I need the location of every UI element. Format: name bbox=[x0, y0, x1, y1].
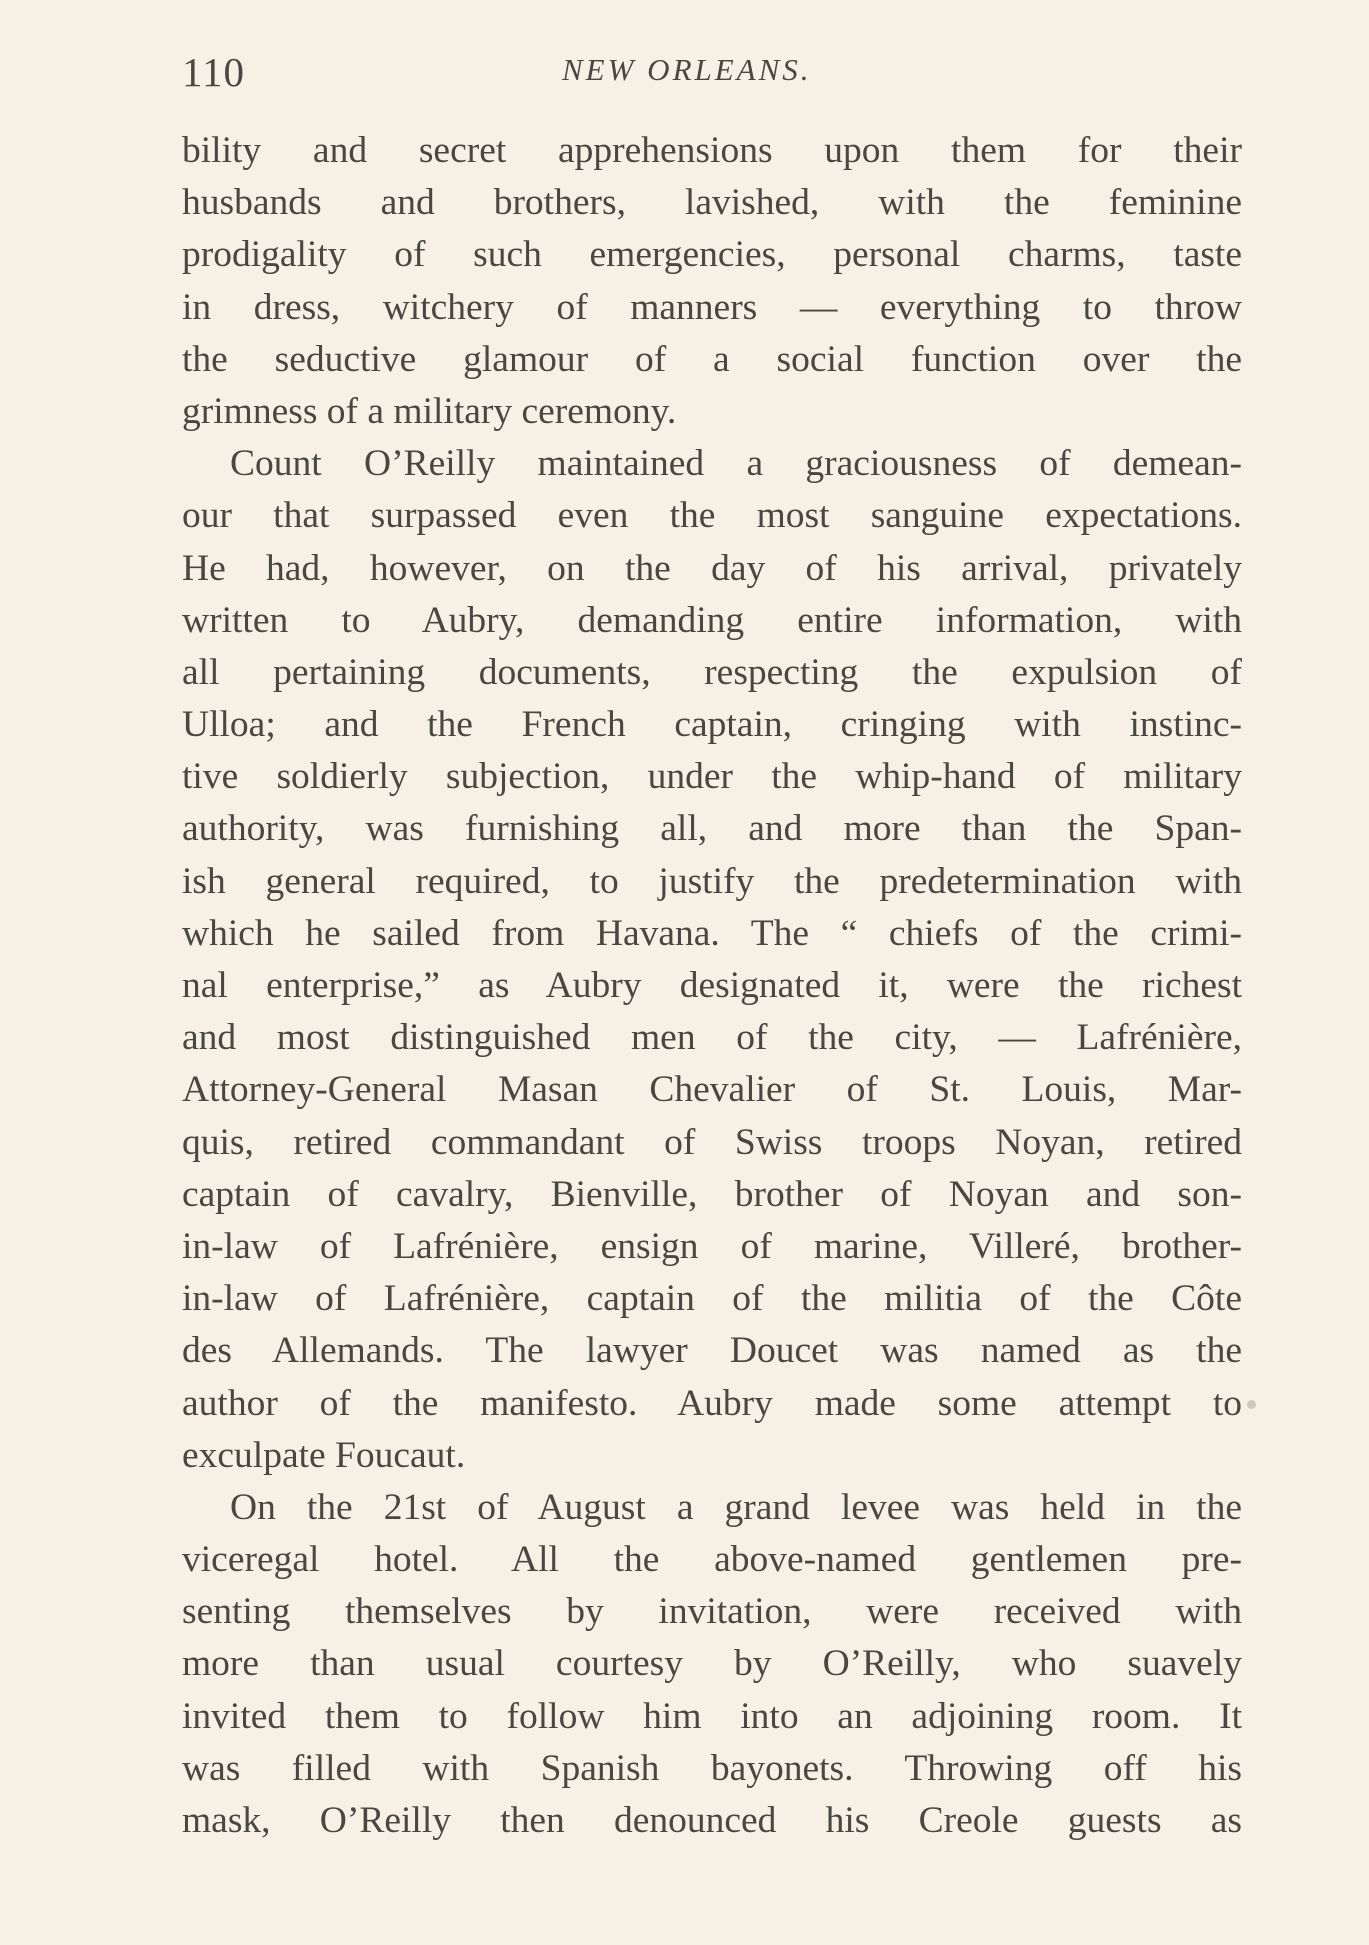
running-title: NEW ORLEANS. bbox=[562, 52, 812, 87]
text-line: exculpate Foucaut. bbox=[182, 1434, 466, 1476]
running-head bbox=[182, 48, 1242, 100]
text-line: was filled with Spanish bayonets. Throwing off his bbox=[182, 1747, 1242, 1789]
text-line: He had, however, on the day of his arrival, privately bbox=[182, 547, 1242, 589]
text-line: authority, was furnishing all, and more than the Span- bbox=[182, 808, 1242, 850]
text-line: our that surpassed even the most sanguine expectations. bbox=[182, 495, 1242, 537]
paper-speck bbox=[1247, 1400, 1256, 1409]
text-line: tive soldierly subjection, under the whip-hand of military bbox=[182, 756, 1242, 798]
body-text bbox=[182, 125, 1242, 1847]
text-line: quis, retired commandant of Swiss troops Noyan, retired bbox=[182, 1121, 1242, 1163]
paragraph bbox=[182, 1482, 1242, 1847]
text-line: in-law of Lafrénière, ensign of marine, Villeré, brother- bbox=[182, 1225, 1242, 1267]
text-line: senting themselves by invitation, were received with bbox=[182, 1591, 1242, 1633]
text-line: bility and secret apprehensions upon them for their bbox=[182, 130, 1242, 171]
paragraph bbox=[182, 125, 1242, 438]
text-line: On the 21st of August a grand levee was held in the bbox=[230, 1486, 1242, 1528]
text-line: all pertaining documents, respecting the expulsion of bbox=[182, 651, 1242, 693]
text-line: nal enterprise,” as Aubry designated it, were the richest bbox=[182, 965, 1242, 1006]
text-line: captain of cavalry, Bienville, brother of Noyan and son- bbox=[182, 1173, 1242, 1215]
text-line: prodigality of such emergencies, personal charms, taste bbox=[182, 234, 1242, 276]
text-line: more than usual courtesy by O’Reilly, who suavely bbox=[182, 1643, 1242, 1685]
text-line: the seductive glamour of a social function over the bbox=[182, 338, 1242, 380]
page-number: 110 bbox=[182, 49, 245, 95]
text-line: viceregal hotel. All the above-named gentlemen pre- bbox=[182, 1539, 1242, 1581]
text-line: and most distinguished men of the city, — Lafrénière, bbox=[182, 1017, 1242, 1059]
text-line: grimness of a military ceremony. bbox=[182, 390, 677, 432]
text-line: which he sailed from Havana. The “ chiefs of the crimi- bbox=[182, 912, 1242, 954]
text-line: in-law of Lafrénière, captain of the militia of the Côte bbox=[182, 1278, 1242, 1320]
text-line: invited them to follow him into an adjoining room. It bbox=[182, 1695, 1242, 1737]
paragraph bbox=[182, 438, 1242, 1482]
text-line: mask, O’Reilly then denounced his Creole guests as bbox=[182, 1800, 1242, 1841]
text-line: husbands and brothers, lavished, with the feminine bbox=[182, 182, 1242, 224]
text-line: Attorney-General Masan Chevalier of St. Louis, Mar- bbox=[182, 1069, 1242, 1111]
text-line: author of the manifesto. Aubry made some attempt to bbox=[182, 1382, 1242, 1424]
text-line: Count O’Reilly maintained a graciousness of demean- bbox=[230, 443, 1242, 485]
text-line: ish general required, to justify the predetermination with bbox=[182, 860, 1242, 902]
text-line: written to Aubry, demanding entire information, with bbox=[182, 599, 1242, 641]
text-line: Ulloa; and the French captain, cringing with instinc- bbox=[182, 704, 1242, 746]
text-line: in dress, witchery of manners — everything to throw bbox=[182, 286, 1242, 328]
text-line: des Allemands. The lawyer Doucet was named as the bbox=[182, 1330, 1242, 1372]
